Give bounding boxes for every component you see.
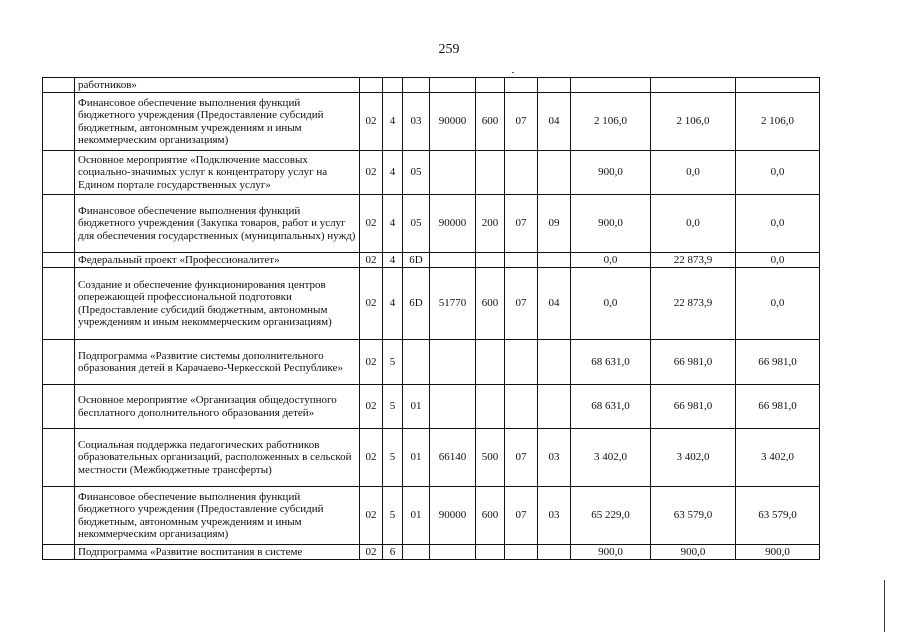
- code-cell: [476, 151, 505, 195]
- code-cell: [383, 78, 403, 93]
- code-cell: 01: [403, 385, 430, 429]
- code-cell: [403, 340, 430, 385]
- amount-cell: 2 106,0: [571, 93, 651, 151]
- amount-cell: 0,0: [571, 253, 651, 268]
- row-description: Финансовое обеспечение выполнения функций бюджетного учреждения (Предоставление субсидий бюджетным, автономным учреждениям и иным некоммерческим организациям): [75, 93, 360, 151]
- code-cell: [538, 151, 571, 195]
- amount-cell: 68 631,0: [571, 385, 651, 429]
- code-cell: [476, 340, 505, 385]
- table-row: [43, 195, 820, 253]
- row-description: Основное мероприятие «Подключение массовых социально-значимых услуг к концентратору услуг на Едином портале государственных услуг»: [75, 151, 360, 195]
- indent-cell: [43, 487, 75, 545]
- code-cell: 02: [360, 93, 383, 151]
- code-cell: 6D: [403, 268, 430, 340]
- amount-cell: [651, 78, 736, 93]
- table-row: [43, 151, 820, 195]
- code-cell: 01: [403, 429, 430, 487]
- code-cell: 500: [476, 429, 505, 487]
- code-cell: 02: [360, 429, 383, 487]
- indent-cell: [43, 195, 75, 253]
- scan-margin-line: [884, 580, 885, 632]
- amount-cell: 66 981,0: [651, 385, 736, 429]
- amount-cell: 68 631,0: [571, 340, 651, 385]
- code-cell: 07: [505, 429, 538, 487]
- code-cell: 5: [383, 429, 403, 487]
- amount-cell: 0,0: [571, 268, 651, 340]
- code-cell: 600: [476, 268, 505, 340]
- amount-cell: 900,0: [571, 195, 651, 253]
- amount-cell: 3 402,0: [651, 429, 736, 487]
- code-cell: 07: [505, 93, 538, 151]
- indent-cell: [43, 429, 75, 487]
- code-cell: 02: [360, 253, 383, 268]
- table-row: [43, 487, 820, 545]
- amount-cell: 0,0: [736, 151, 820, 195]
- code-cell: 200: [476, 195, 505, 253]
- code-cell: 4: [383, 93, 403, 151]
- row-description: Подпрограмма «Развитие воспитания в системе: [75, 545, 360, 560]
- code-cell: 90000: [430, 195, 476, 253]
- code-cell: 05: [403, 195, 430, 253]
- row-description: Основное мероприятие «Организация общедоступного бесплатного дополнительного образования детей»: [75, 385, 360, 429]
- indent-cell: [43, 268, 75, 340]
- code-cell: [538, 78, 571, 93]
- code-cell: [430, 545, 476, 560]
- amount-cell: 2 106,0: [651, 93, 736, 151]
- code-cell: [505, 340, 538, 385]
- code-cell: [505, 385, 538, 429]
- amount-cell: 65 229,0: [571, 487, 651, 545]
- code-cell: 01: [403, 487, 430, 545]
- row-description: Финансовое обеспечение выполнения функций бюджетного учреждения (Предоставление субсидий бюджетным, автономным учреждениям и иным некоммерческим организациям): [75, 487, 360, 545]
- code-cell: 600: [476, 93, 505, 151]
- code-cell: [430, 151, 476, 195]
- indent-cell: [43, 78, 75, 93]
- code-cell: [430, 340, 476, 385]
- amount-cell: [736, 78, 820, 93]
- code-cell: [430, 253, 476, 268]
- code-cell: 600: [476, 487, 505, 545]
- code-cell: 5: [383, 385, 403, 429]
- code-cell: 07: [505, 268, 538, 340]
- amount-cell: 66 981,0: [736, 385, 820, 429]
- table-row: [43, 93, 820, 151]
- table-row: [43, 545, 820, 560]
- code-cell: [476, 253, 505, 268]
- code-cell: [538, 253, 571, 268]
- code-cell: 02: [360, 340, 383, 385]
- row-description: работников»: [75, 78, 360, 93]
- amount-cell: 66 981,0: [736, 340, 820, 385]
- code-cell: 02: [360, 545, 383, 560]
- code-cell: [538, 545, 571, 560]
- amount-cell: 0,0: [736, 195, 820, 253]
- code-cell: 04: [538, 268, 571, 340]
- code-cell: [476, 385, 505, 429]
- amount-cell: 900,0: [571, 545, 651, 560]
- code-cell: 05: [403, 151, 430, 195]
- code-cell: 4: [383, 151, 403, 195]
- code-cell: 66140: [430, 429, 476, 487]
- code-cell: 4: [383, 268, 403, 340]
- code-cell: 02: [360, 385, 383, 429]
- indent-cell: [43, 385, 75, 429]
- code-cell: [505, 78, 538, 93]
- table-row: [43, 78, 820, 93]
- indent-cell: [43, 253, 75, 268]
- code-cell: [538, 385, 571, 429]
- code-cell: 07: [505, 487, 538, 545]
- table-row: [43, 429, 820, 487]
- code-cell: [403, 78, 430, 93]
- scan-speck: [512, 72, 514, 73]
- code-cell: [403, 545, 430, 560]
- code-cell: [505, 253, 538, 268]
- code-cell: 07: [505, 195, 538, 253]
- amount-cell: 0,0: [651, 151, 736, 195]
- code-cell: 6D: [403, 253, 430, 268]
- amount-cell: 900,0: [571, 151, 651, 195]
- amount-cell: 22 873,9: [651, 268, 736, 340]
- code-cell: [476, 78, 505, 93]
- code-cell: 09: [538, 195, 571, 253]
- amount-cell: [571, 78, 651, 93]
- indent-cell: [43, 340, 75, 385]
- code-cell: 51770: [430, 268, 476, 340]
- amount-cell: 66 981,0: [651, 340, 736, 385]
- amount-cell: 900,0: [651, 545, 736, 560]
- code-cell: 6: [383, 545, 403, 560]
- table-row: [43, 253, 820, 268]
- code-cell: 90000: [430, 93, 476, 151]
- code-cell: 5: [383, 487, 403, 545]
- amount-cell: 63 579,0: [736, 487, 820, 545]
- code-cell: [505, 151, 538, 195]
- code-cell: 03: [538, 429, 571, 487]
- code-cell: 02: [360, 195, 383, 253]
- code-cell: 4: [383, 253, 403, 268]
- code-cell: 03: [403, 93, 430, 151]
- row-description: Подпрограмма «Развитие системы дополнительного образования детей в Карачаево-Черкесской Республике»: [75, 340, 360, 385]
- row-description: Финансовое обеспечение выполнения функций бюджетного учреждения (Закупка товаров, работ и услуг для обеспечения государственных (муниципальных) нужд): [75, 195, 360, 253]
- amount-cell: 0,0: [736, 253, 820, 268]
- amount-cell: 22 873,9: [651, 253, 736, 268]
- amount-cell: 0,0: [651, 195, 736, 253]
- row-description: Федеральный проект «Профессионалитет»: [75, 253, 360, 268]
- code-cell: 04: [538, 93, 571, 151]
- code-cell: [505, 545, 538, 560]
- code-cell: [538, 340, 571, 385]
- code-cell: 02: [360, 487, 383, 545]
- code-cell: [430, 78, 476, 93]
- code-cell: 03: [538, 487, 571, 545]
- code-cell: 4: [383, 195, 403, 253]
- amount-cell: 3 402,0: [736, 429, 820, 487]
- table-row: [43, 340, 820, 385]
- indent-cell: [43, 151, 75, 195]
- page-number: 259: [438, 42, 460, 57]
- amount-cell: 63 579,0: [651, 487, 736, 545]
- code-cell: [476, 545, 505, 560]
- code-cell: 02: [360, 151, 383, 195]
- row-description: Социальная поддержка педагогических работников образовательных организаций, расположенных в сельской местности (Межбюджетные трансферты): [75, 429, 360, 487]
- code-cell: [430, 385, 476, 429]
- row-description: Создание и обеспечение функционирования центров опережающей профессиональной подготовки (Предоставление субсидий бюджетным, автономным учреждениям и иным некоммерческим организациям): [75, 268, 360, 340]
- code-cell: 90000: [430, 487, 476, 545]
- table-row: [43, 385, 820, 429]
- budget-table: [42, 77, 820, 560]
- amount-cell: 900,0: [736, 545, 820, 560]
- table-row: [43, 268, 820, 340]
- indent-cell: [43, 545, 75, 560]
- amount-cell: 3 402,0: [571, 429, 651, 487]
- code-cell: [360, 78, 383, 93]
- amount-cell: 0,0: [736, 268, 820, 340]
- code-cell: 02: [360, 268, 383, 340]
- code-cell: 5: [383, 340, 403, 385]
- amount-cell: 2 106,0: [736, 93, 820, 151]
- indent-cell: [43, 93, 75, 151]
